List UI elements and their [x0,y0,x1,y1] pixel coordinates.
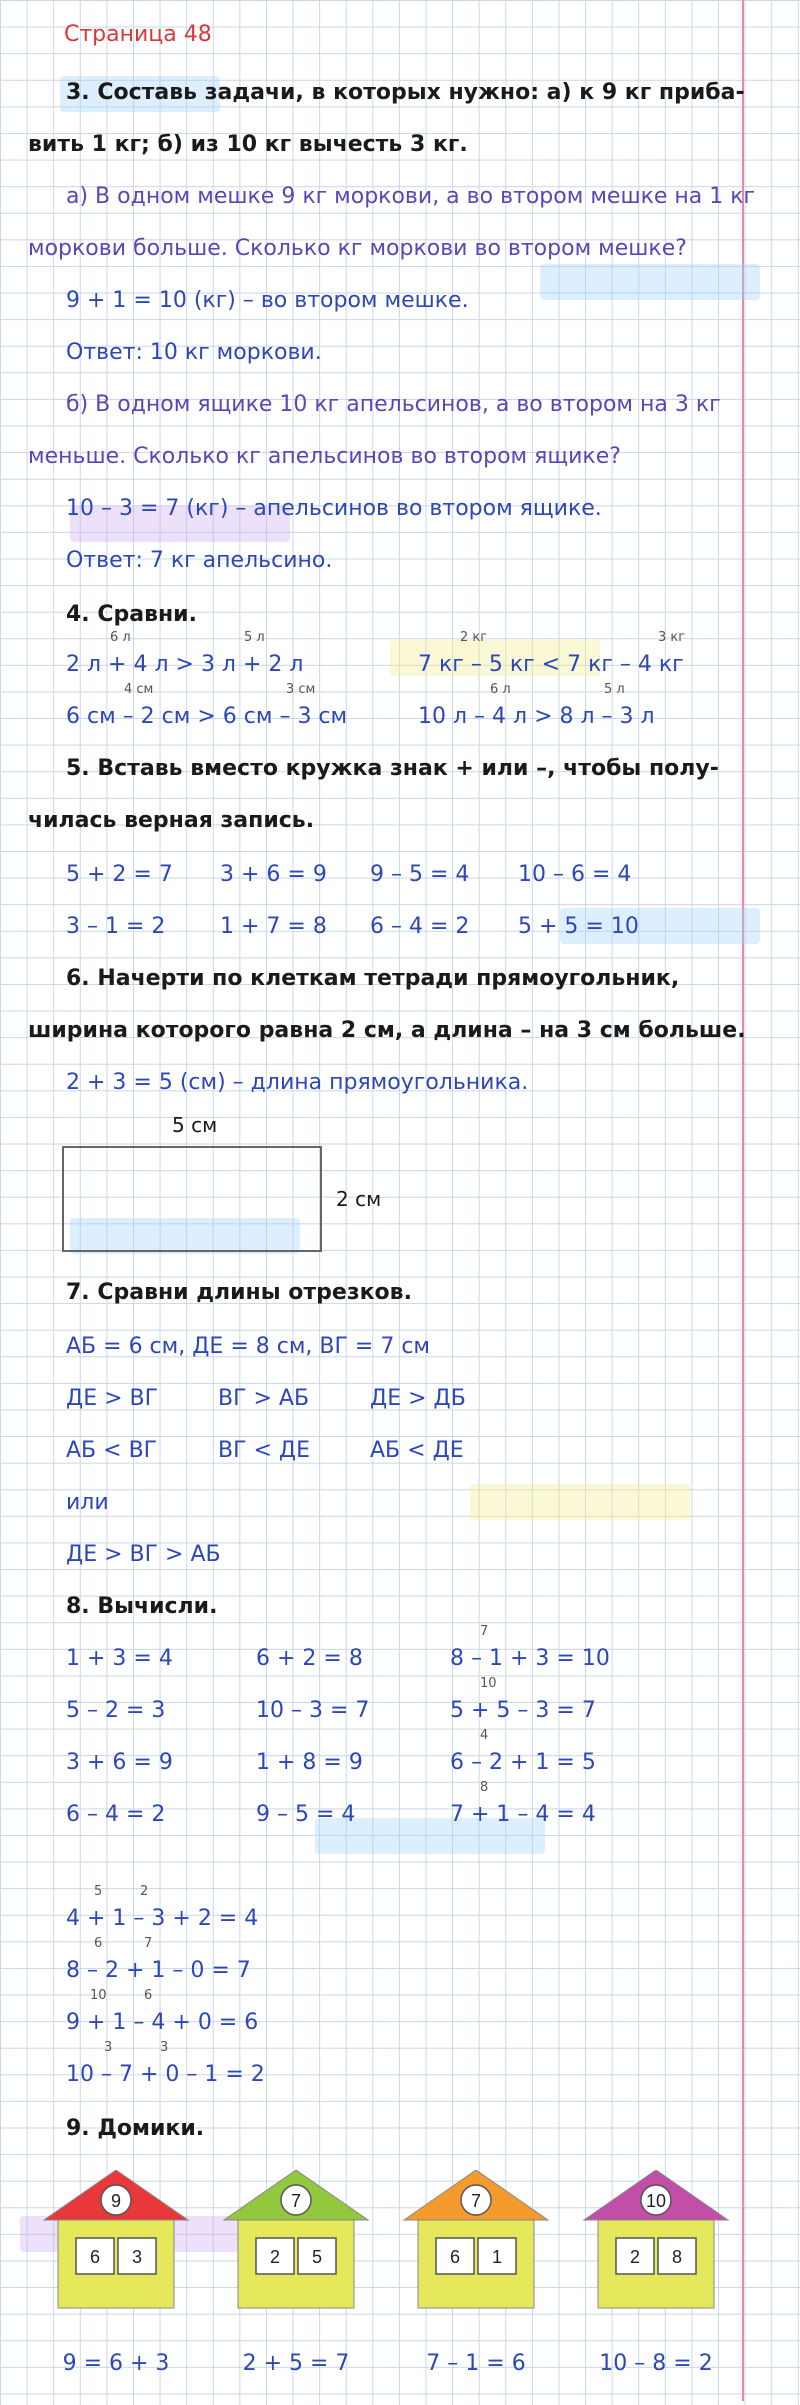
segment-compare: ВГ < ДЕ [218,1438,311,1463]
page-title: Страница 48 [64,22,212,47]
segments-chain: ДЕ > ВГ > АБ [66,1542,221,1567]
hint: 10 [480,1676,497,1691]
task7-title: 7. Сравни длины отрезков. [66,1280,412,1305]
window-number: 6 [89,2247,101,2267]
calc-item: 6 – 2 + 1 = 5 [450,1750,596,1775]
hint: 2 кг [460,630,488,645]
task9-title: 9. Домики. [66,2116,205,2141]
roof-number: 9 [110,2191,122,2211]
roof-number: 10 [645,2191,667,2211]
task3-question-line2: вить 1 кг; б) из 10 кг вычесть 3 кг. [28,132,468,157]
sign-equation: 3 – 1 = 2 [66,914,166,939]
hint: 8 [480,1780,489,1795]
house [44,2170,188,2376]
hint: 6 л [490,682,511,697]
house-equation: 7 – 1 = 6 [426,2351,526,2376]
window-number: 3 [131,2247,143,2267]
task5-question-line1: 5. Вставь вместо кружка знак + или –, чтобы полу- [66,756,719,781]
task6-question-line1: 6. Начерти по клеткам тетради прямоугольник, [66,966,680,991]
segment-compare: ДЕ > ДБ [370,1386,466,1411]
house-equation: 2 + 5 = 7 [242,2351,350,2376]
task3a-text-line1: а) В одном мешке 9 кг моркови, а во втором мешке на 1 кг [66,184,756,209]
house-equation: 10 – 8 = 2 [599,2351,713,2376]
window-number: 6 [449,2247,461,2267]
calc-item: 1 + 3 = 4 [66,1646,173,1671]
sign-equation: 10 – 6 = 4 [518,862,632,887]
hint: 10 [90,1988,107,2003]
roof-number: 7 [470,2191,482,2211]
task6-question-line2: ширина которого равна 2 см, а длина – на 3 см больше. [28,1018,746,1043]
compare-right-2: 10 л – 4 л > 8 л – 3 л [418,704,655,729]
hint: 7 [480,1624,489,1639]
calc-item: 5 – 2 = 3 [66,1698,166,1723]
calc-long: 10 – 7 + 0 – 1 = 2 [66,2062,265,2087]
calc-item: 5 + 5 – 3 = 7 [450,1698,596,1723]
task3-question-line1: 3. Составь задачи, в которых нужно: а) к 9 кг приба- [66,80,745,105]
hint: 3 [104,2040,113,2055]
hint: 6 [144,1988,153,2003]
segments-given: АБ = 6 см, ДЕ = 8 см, ВГ = 7 см [66,1334,431,1359]
sign-equation: 5 + 5 = 10 [518,914,639,939]
window-number: 2 [269,2247,281,2267]
task3a-text-line2: моркови больше. Сколько кг моркови во втором мешке? [28,236,687,261]
hint: 3 кг [658,630,686,645]
segment-compare: ВГ > АБ [218,1386,310,1411]
or-word: или [66,1490,109,1515]
house [404,2170,548,2376]
task8-title: 8. Вычисли. [66,1594,218,1619]
compare-left-1: 2 л + 4 л > 3 л + 2 л [66,652,304,677]
task3b-text-line2: меньше. Сколько кг апельсинов во втором ящике? [28,444,621,469]
sign-equation: 9 – 5 = 4 [370,862,470,887]
sign-equation: 5 + 2 = 7 [66,862,173,887]
watermark [540,264,760,300]
houses-row [0,2170,800,2401]
hint: 5 л [244,630,265,645]
calc-item: 6 + 2 = 8 [256,1646,363,1671]
task4-title: 4. Сравни. [66,602,197,627]
hint: 6 [94,1936,103,1951]
task3b-solution: 10 – 3 = 7 (кг) – апельсинов во втором ящике. [66,496,602,521]
house [224,2170,368,2376]
task5-question-line2: чилась верная запись. [28,808,315,833]
hint: 6 л [110,630,131,645]
calc-item: 8 – 1 + 3 = 10 [450,1646,610,1671]
window-number: 5 [311,2247,323,2267]
compare-right-1: 7 кг – 5 кг < 7 кг – 4 кг [418,652,684,677]
segment-compare: ДЕ > ВГ [66,1386,159,1411]
compare-left-2: 6 см – 2 см > 6 см – 3 см [66,704,348,729]
hint: 2 [140,1884,149,1899]
houses-drawing [0,2170,800,2401]
hint: 5 л [604,682,625,697]
notebook-margin-line [742,0,744,2401]
calc-item: 9 – 5 = 4 [256,1802,356,1827]
watermark [470,1484,690,1520]
window-number: 1 [491,2247,503,2267]
calc-item: 1 + 8 = 9 [256,1750,363,1775]
hint: 3 [160,2040,169,2055]
segment-compare: АБ < ДЕ [370,1438,464,1463]
calc-item: 7 + 1 – 4 = 4 [450,1802,596,1827]
hint: 7 [144,1936,153,1951]
hint: 4 [480,1728,489,1743]
sign-equation: 6 – 4 = 2 [370,914,470,939]
segment-compare: АБ < ВГ [66,1438,158,1463]
drawn-rectangle [62,1146,322,1252]
window-number: 2 [629,2247,641,2267]
roof-number: 7 [290,2191,302,2211]
house-equation: 9 = 6 + 3 [62,2351,170,2376]
hint: 3 см [286,682,316,697]
rectangle-length-label: 5 см [172,1113,218,1137]
calc-long: 8 – 2 + 1 – 0 = 7 [66,1958,251,1983]
rectangle-width-label: 2 см [336,1187,382,1211]
task6-solution: 2 + 3 = 5 (см) – длина прямоугольника. [66,1070,529,1095]
hint: 4 см [124,682,154,697]
house [584,2170,728,2376]
calc-long: 9 + 1 – 4 + 0 = 6 [66,2010,259,2035]
task3a-answer: Ответ: 10 кг моркови. [66,340,322,365]
sign-equation: 3 + 6 = 9 [220,862,327,887]
task3a-solution: 9 + 1 = 10 (кг) – во втором мешке. [66,288,469,313]
hint: 5 [94,1884,103,1899]
calc-item: 6 – 4 = 2 [66,1802,166,1827]
task3b-answer: Ответ: 7 кг апельсино. [66,548,333,573]
sign-equation: 1 + 7 = 8 [220,914,327,939]
calc-item: 10 – 3 = 7 [256,1698,370,1723]
calc-long: 4 + 1 – 3 + 2 = 4 [66,1906,259,1931]
window-number: 8 [671,2247,683,2267]
calc-item: 3 + 6 = 9 [66,1750,173,1775]
task3b-text-line1: б) В одном ящике 10 кг апельсинов, а во втором на 3 кг [66,392,721,417]
